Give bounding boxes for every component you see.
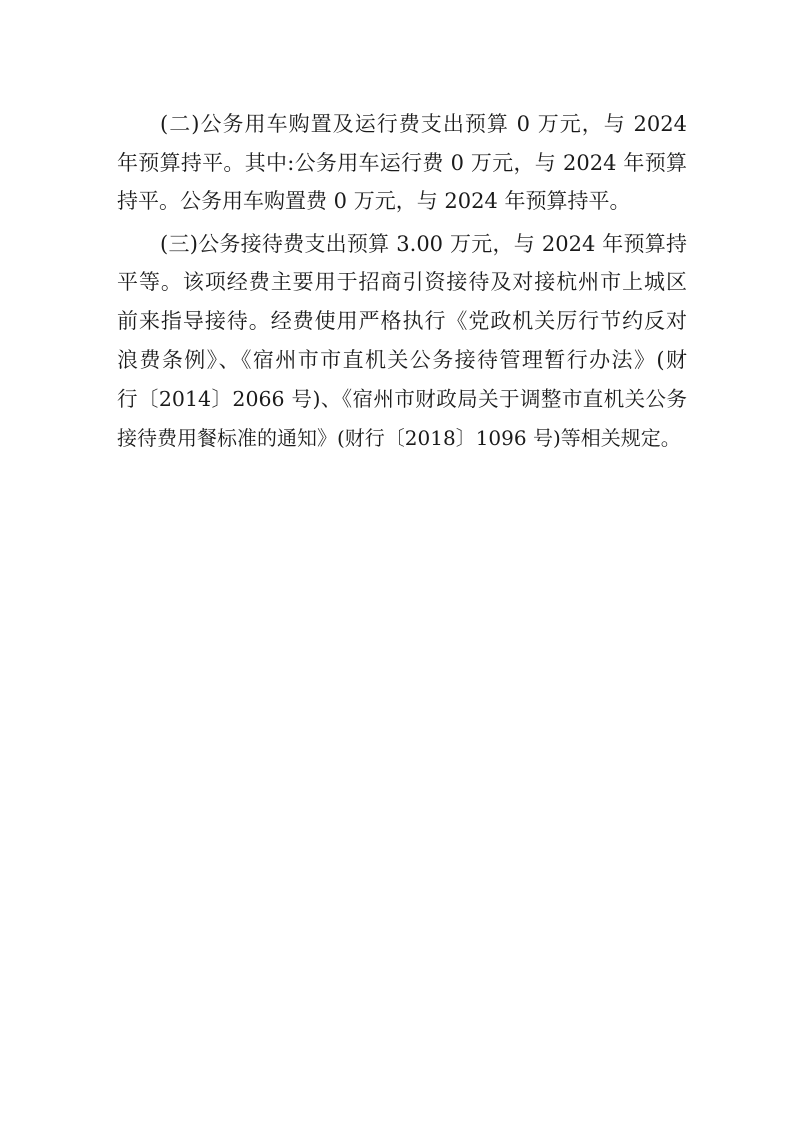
paragraph-vehicle-line-3: 持平。公务用车购置费 0 万元，与 2024 年预算持平。	[117, 189, 631, 213]
paragraph-vehicle-line-2: 年预算持平。其中:公务用车运行费 0 万元，与 2024 年预算	[117, 151, 687, 175]
paragraph-reception-line-3: 前来指导接待。经费使用严格执行《党政机关厉行节约反对	[117, 309, 687, 333]
paragraph-reception-line-6: 接待费用餐标准的通知》(财行〔2018〕1096 号)等相关规定。	[117, 426, 681, 450]
paragraph-reception-line-5: 行〔2014〕2066 号)、《宿州市财政局关于调整市直机关公务	[117, 387, 687, 411]
paragraph-reception-line-1: (三)公务接待费支出预算 3.00 万元，与 2024 年预算持	[160, 232, 687, 256]
paragraph-reception-line-4: 浪费条例》、《宿州市市直机关公务接待管理暂行办法》(财	[117, 348, 687, 372]
paragraph-reception-line-2: 平等。该项经费主要用于招商引资接待及对接杭州市上城区	[117, 270, 687, 294]
paragraph-vehicle-line-1: (二)公务用车购置及运行费支出预算 0 万元，与 2024	[160, 112, 687, 136]
